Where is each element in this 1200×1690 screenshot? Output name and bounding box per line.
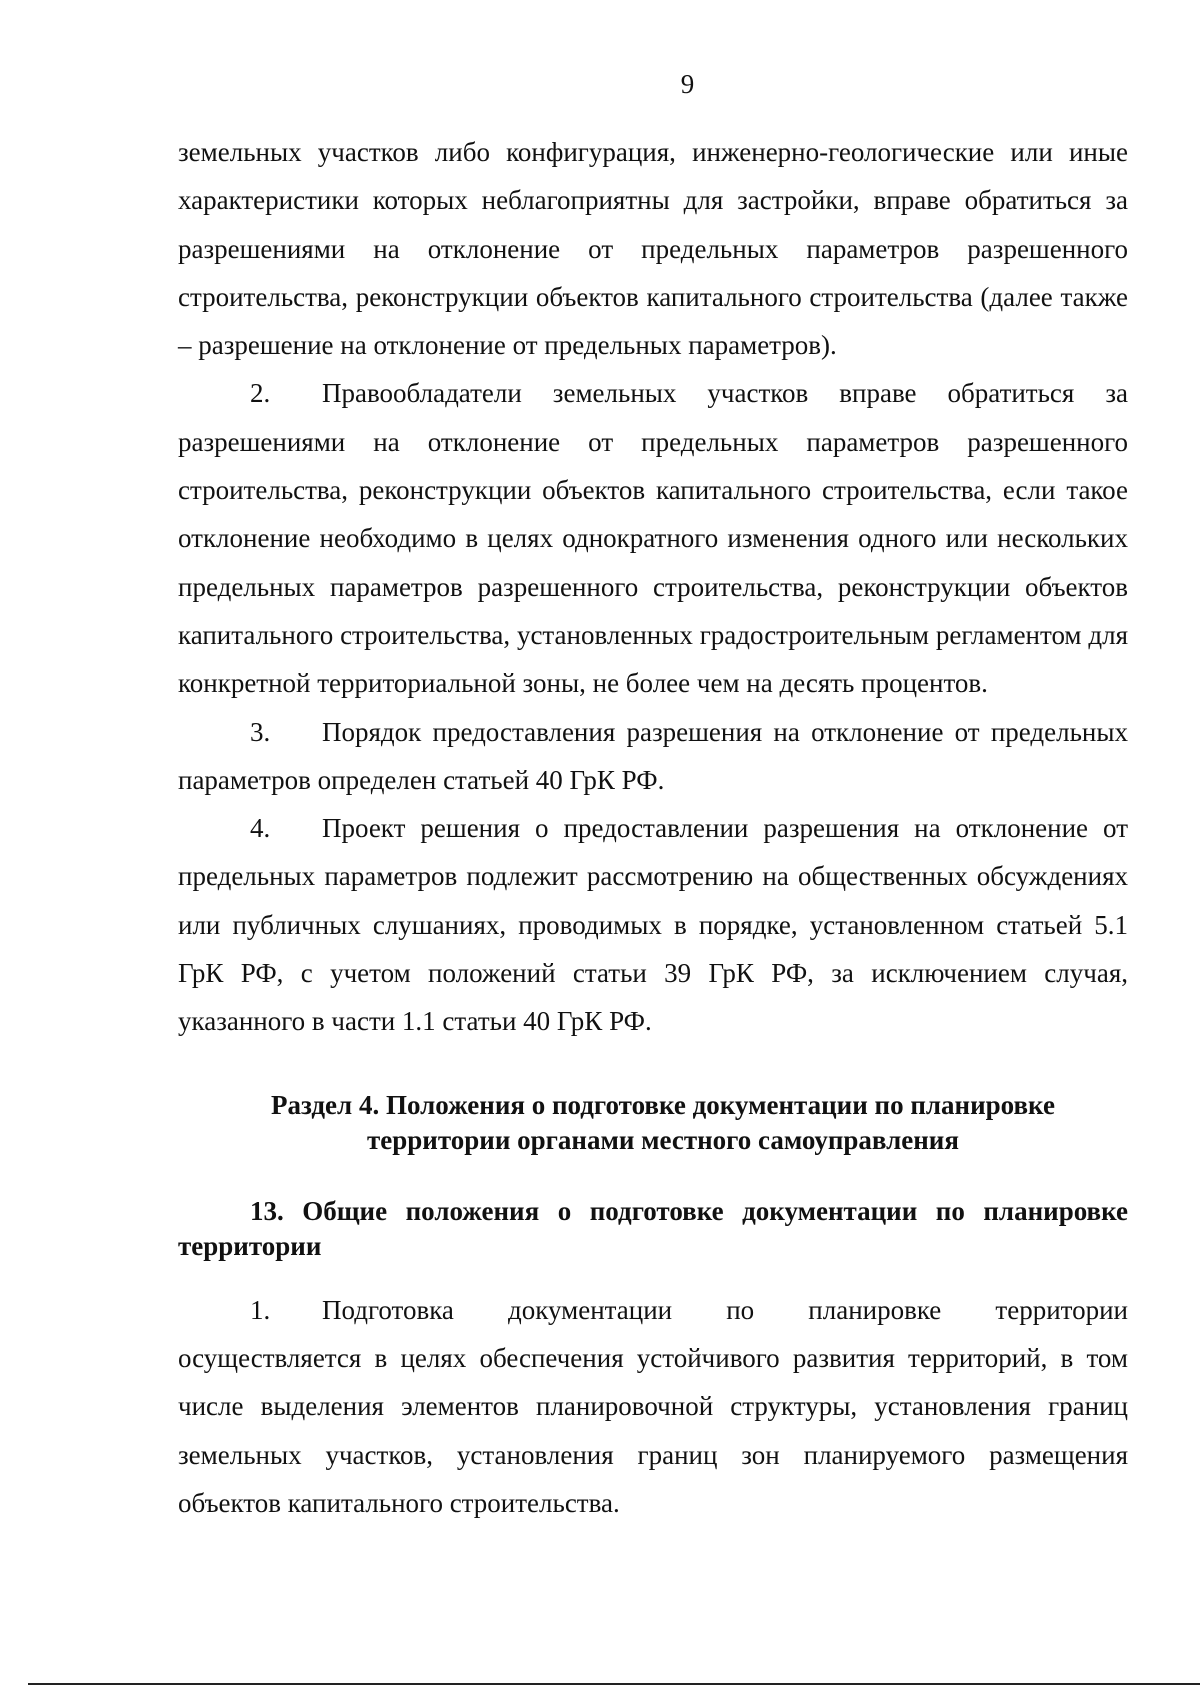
paragraph-3 [178,708,1128,805]
paragraph-2 [178,369,1128,707]
paragraph-text: Порядок предоставления разрешения на отклонение от предельных параметров определен статьей 40 ГрК РФ. [178,716,1128,795]
paragraph-text: земельных участков либо конфигурация, инженерно-геологические или иные характеристики которых неблагоприятны для застройки, вправе обратиться за разрешениями на отклонение от предельных параметров разрешенного строительства, реконструкции объектов капитального строительства (далее также – разрешение на отклонение от предельных параметров). [178,137,1128,361]
page-number: 9 [680,69,695,99]
section-heading-line1: Раздел 4. Положения о подготовке документации по планировке [271,1089,1055,1120]
page-bottom-rule [28,1683,1200,1685]
paragraph-number: 1. [250,1294,271,1325]
paragraph-number: 3. [250,716,271,747]
paragraph-continued [178,128,1128,369]
paragraph-text: Подготовка документации по планировке территории осуществляется в целях обеспечения устойчивого развития территорий, в том числе выделения элементов планировочной структуры, установления границ земельных участков, установления границ зон планируемого размещения объектов капитального строительства. [178,1294,1128,1518]
subsection-heading: 13. Общие положения о подготовке документации по планировке территории [178,1195,1128,1261]
section-heading-line2: территории органами местного самоуправления [367,1124,959,1155]
paragraph-number: 2. [250,378,271,409]
document-body [178,128,1128,1527]
section-heading [178,1088,1128,1158]
paragraph-text: Проект решения о предоставлении разрешения на отклонение от предельных параметров подлежит рассмотрению на общественных обсуждениях или публичных слушаниях, проводимых в порядке, установленном статьей 5.1 ГрК РФ, с учетом положений статьи 39 ГрК РФ, за исключением случая, указанного в части 1.1 статьи 40 ГрК РФ. [178,813,1128,1037]
paragraph-4 [178,804,1128,1045]
paragraph-13-1 [178,1286,1128,1527]
paragraph-text: Правообладатели земельных участков вправе обратиться за разрешениями на отклонение от предельных параметров разрешенного строительства, реконструкции объектов капитального строительства, если такое отклонение необходимо в целях однократного изменения одного или нескольких предельных параметров разрешенного строительства, реконструкции объектов капитального строительства, установленных градостроительным регламентом для конкретной территориальной зоны, не более чем на десять процентов. [178,378,1128,699]
paragraph-number: 4. [250,813,271,844]
